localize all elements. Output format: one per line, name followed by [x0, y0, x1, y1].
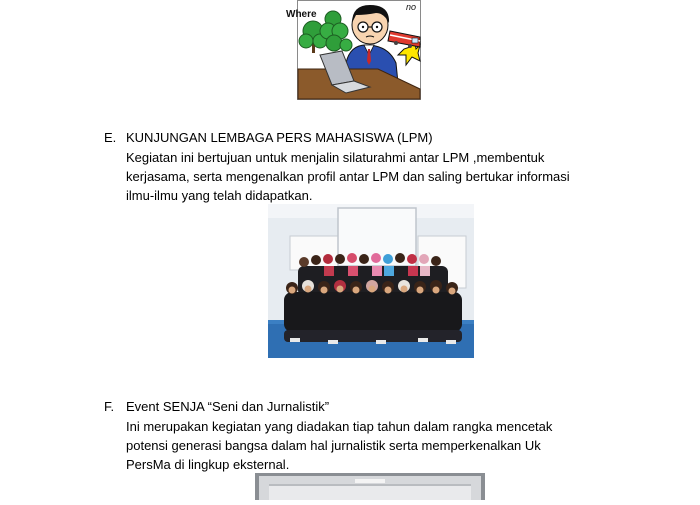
paragraph-line: Ini merupakan kegiatan yang diadakan tiap tahun dalam rangka mencetak: [126, 419, 553, 434]
section-e-title: KUNJUNGAN LEMBAGA PERS MAHASISWA (LPM): [126, 130, 433, 145]
paragraph-line: ilmu-ilmu yang telah didapatkan.: [126, 188, 313, 203]
paragraph-line: PersMa di lingkup eksternal.: [126, 457, 290, 472]
cartoon-drawing: [286, 1, 420, 99]
paragraph-line: kerjasama, serta mengenalkan profil antar LPM dan saling bertukar informasi: [126, 169, 570, 184]
event-photo: [255, 473, 485, 500]
paragraph-line: Kegiatan ini bertujuan untuk menjalin silaturahmi antar LPM ,membentuk: [126, 150, 545, 165]
section-e-marker: E.: [104, 130, 117, 145]
section-f-marker: F.: [104, 399, 115, 414]
group-photo-drawing: [268, 204, 474, 358]
event-photo-drawing: [255, 473, 485, 500]
paragraph-line: potensi generasi bangsa dalam hal jurnalistik serta memperkenalkan Uk: [126, 438, 541, 453]
train: [388, 31, 420, 48]
word-right: no: [406, 2, 417, 12]
group-photo: [268, 204, 474, 358]
word-left: Where: [286, 9, 317, 20]
cartoon-illustration: [286, 0, 421, 100]
section-e-paragraph: [126, 148, 570, 205]
section-f-paragraph: [126, 417, 552, 474]
section-f-title: Event SENJA “Seni dan Jurnalistik”: [126, 399, 330, 414]
section-e-heading: [104, 129, 433, 147]
section-f-heading: [104, 398, 329, 416]
